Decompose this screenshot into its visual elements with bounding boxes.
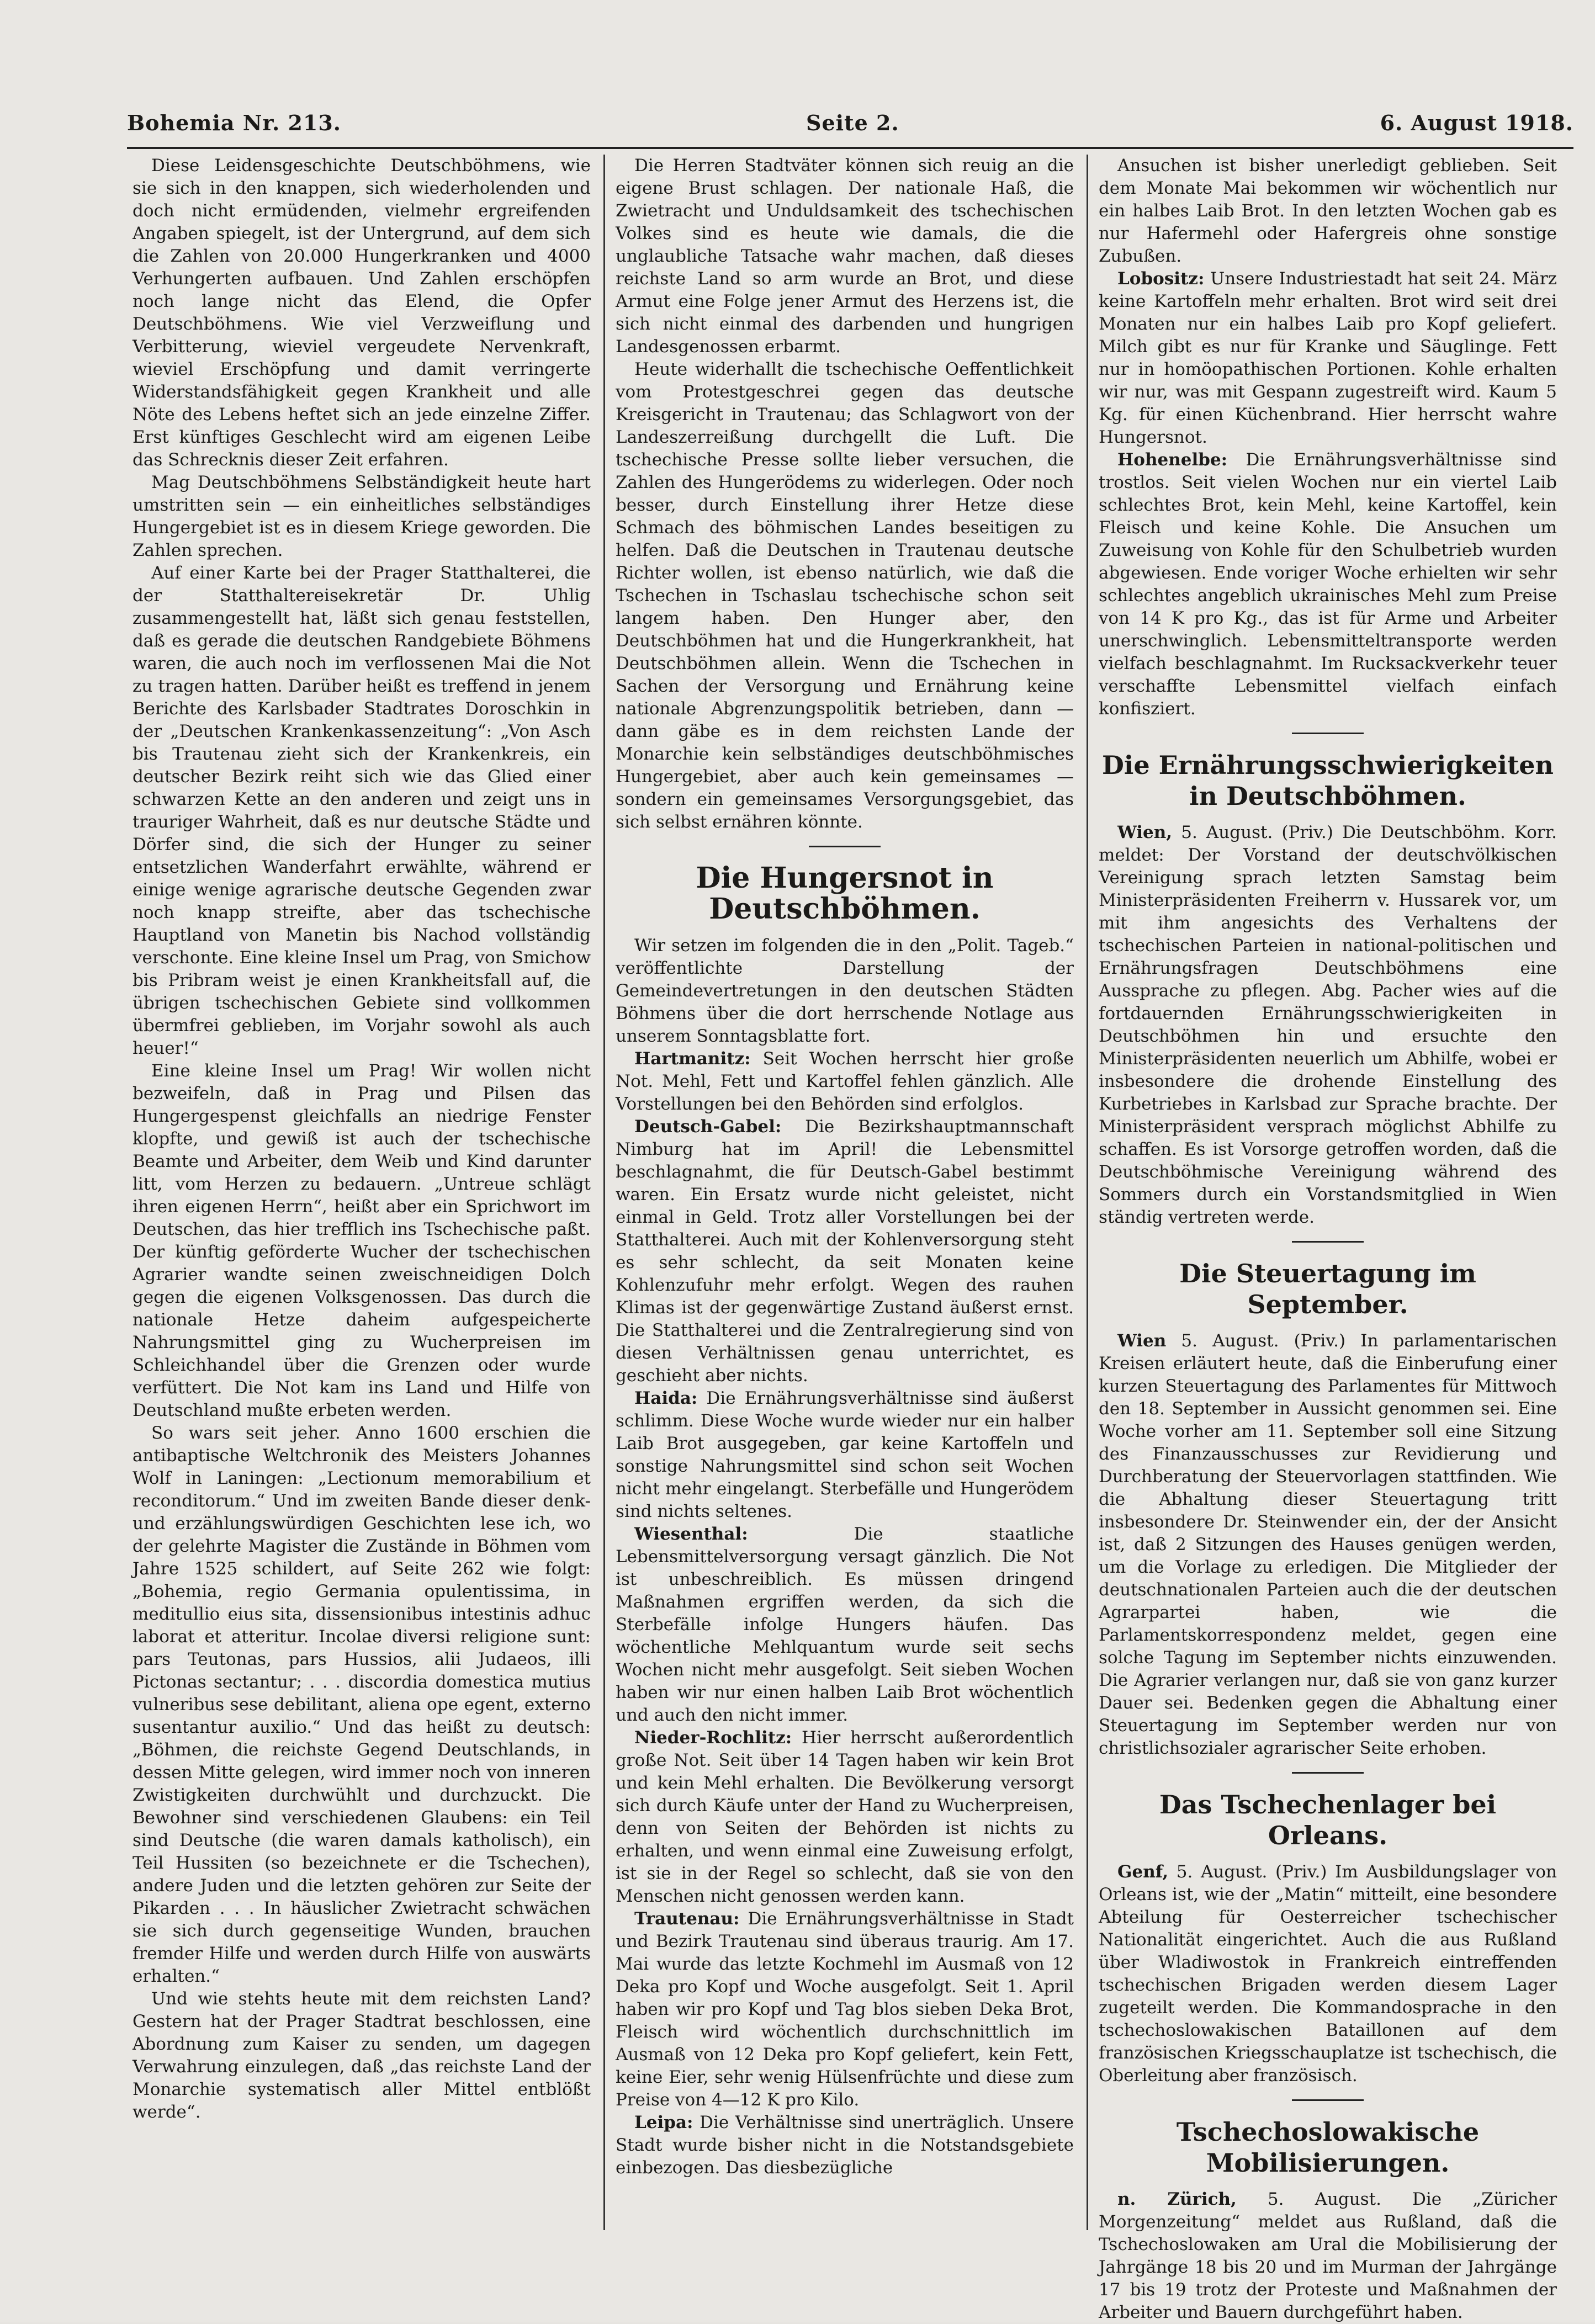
report-text: Die Bezirkshauptmannschaft Nimburg hat im April! die Lebensmittel beschlagnahmt, die für Deutsch-Gabel bestimmt waren. Ein Ersatz wurde nicht geleistet, nicht einmal in Geld. Trotz aller Vorstellungen bei der Statthalterei. Auch mit der Kohlenversorgung steht es sehr schlecht, da seit Monaten keine Kohlenzufuhr mehr erfolgt. Wegen des rauhen Klimas ist der gegenwärtige Zustand äußerst ernst. Die Statthalterei und die Zentralregierung sind von diesen Verhältnissen genau unterrichtet, es geschieht aber nichts.: [616, 1117, 1074, 1386]
dateline-place: Wien,: [1117, 823, 1173, 842]
place-name: Trautenau:: [634, 1909, 740, 1929]
issue-date: 6. August 1918.: [1380, 110, 1573, 135]
article-intro: Wir setzen im folgenden die in den „Polit. Tageb.“ veröffentlichte Darstellung der Gemeindevertretungen in den deutschen Städten Böhmens über die dort herrschende Notlage aus unserem Sonntagsblatte fort.: [616, 936, 1074, 1046]
report-text: Die Verhältnisse sind unerträglich. Unsere Stadt wurde bisher nicht in die Notstandsgebiete einbezogen. Das diesbezügliche: [616, 2113, 1074, 2178]
news-text: 5. August. (Priv.) In parlamentarischen Kreisen erläutert heute, daß die Einberufung einer kurzen Steuertagung des Parlamentes für Mittwoch den 18. September in Aussicht genommen sei. Eine Woche vorher am 11. September soll eine Sitzung des Finanzausschusses zur Revidierung und Durchberatung der Steuervorlagen stattfinden. Wie die Abhaltung dieser Steuertagung tritt insbesondere Dr. Steinwender ein, der der Ansicht ist, daß 2 Sitzungen des Hauses genügen werden, um die Vorlage zu erledigen. Die Mitglieder der deutschnationalen Parteien auch die der deutschen Agrarpartei haben, wie die Parlamentskorrespondenz meldet, gegen eine solche Tagung im September nichts einzuwenden. Die Agrarier verlangen nur, daß sie von ganz kurzer Dauer sei. Bedenken gegen die Abhaltung einer Steuertagung im September werden nur von christlichsozialer agrarischer Seite erhoben.: [1099, 1331, 1557, 1758]
article-paragraph: Ansuchen ist bisher unerledigt geblieben. Seit dem Monate Mai bekommen wir wöchentlich nur ein halbes Laib Brot. In den letzten Wochen gab es nur Hafermehl oder Hafergreis ohne sonstige Zubußen.: [1099, 156, 1557, 266]
section-heading-mobilisierungen: Tschechoslowakische Mobilisierungen.: [1176, 2117, 1480, 2178]
report-text: Die Ernährungsverhältnisse in Stadt und Bezirk Trautenau sind überaus traurig. Am 17. Mai wurde das letzte Kochmehl im Ausmaß von 12 Deka pro Kopf und Woche ausgefolgt. Seit 1. April haben wir pro Kopf und Tag blos sieben Deka Brot, Fleisch wird wöchentlich durchschnittlich im Ausmaß von 12 Deka pro Kopf geliefert, kein Fett, keine Eier, sehr wenig Hülsenfrüchte und diese zum Preise von 4—12 K pro Kilo.: [616, 1909, 1074, 2110]
report-entry: [1099, 268, 1557, 449]
section-divider: [1292, 733, 1364, 734]
article-paragraph: Heute widerhallt die tschechische Oeffentlichkeit vom Protestgeschrei gegen das deutsche Kreisgericht in Trautenau; das Schlagwort von der Landeszerreißung durchgellt die Luft. Die tschechische Presse sollte lieber versuchen, die Zahlen des Hungerödems zu widerlegen. Oder noch besser, durch Einstellung ihrer Hetze diese Schmach des böhmischen Landes beseitigen zu helfen. Daß die Deutschen in Trautenau deutsche Richter wollen, ist ebenso natürlich, wie daß die Tschechen in Tschaslau tschechische schon seit langem haben. Den Hunger aber, den Deutschböhmen hat und die Hungerkrankheit, hat Deutschböhmen allein. Wenn die Tschechen in Sachen der Versorgung und Ernährung keine nationale Abgrenzungspolitik betrieben, dann — dann gäbe es in dem reichsten Lande der Monarchie kein selbständiges deutschböhmisches Hungergebiet, aber auch kein gemeinsames — sondern ein gemeinsames Versorgungsgebiet, das sich selbst ernähren könnte.: [616, 359, 1074, 832]
place-name: Hohenelbe:: [1117, 450, 1228, 470]
place-name: Haida:: [634, 1388, 698, 1408]
report-entry: [616, 1727, 1074, 1908]
column-2: [616, 155, 1074, 2241]
article-paragraph: Diese Leidensgeschichte Deutschböhmens, wie sie sich in den knappen, sich wiederholenden und doch nicht ermüdenden, vielmehr ergreifenden Angaben spiegelt, ist der Untergrund, auf dem sich die Zahlen von 20.000 Hungerkranken und 4000 Verhungerten aufbauen. Und Zahlen erschöpfen noch lange nicht das Elend, die Opfer Deutschböhmens. Wie viel Verzweiflung und Verbitterung, wieviel vergeudete Nervenkraft, wieviel Erschöpfung und damit verringerte Widerstandsfähigkeit gegen Krankheit und alle Nöte des Lebens heftet sich an jede einzelne Ziffer. Erst künftiges Geschlecht wird am eigenen Leibe das Schrecknis dieser Zeit erfahren.: [133, 156, 591, 470]
column-rule-2: [1087, 155, 1088, 2230]
section-heading-hungersnot: Die Hungersnot in Deutschböhmen.: [696, 861, 994, 926]
report-text: Seit Wochen herrscht hier große Not. Mehl, Fett und Kartoffel fehlen gänzlich. Alle Vorstellungen bei den Behörden sind erfolglos.: [616, 1049, 1074, 1114]
report-text: Hier herrscht außerordentlich große Not. Seit über 14 Tagen haben wir kein Brot und kein Mehl erhalten. Die Bevölkerung versorgt sich durch Käufe unter der Hand zu Wucherpreisen, denn von Seiten der Behörden ist nichts zu erhalten, und wenn einmal eine Zuweisung erfolgt, ist sie in der Regel so schlecht, daß sie von den Menschen nicht genossen werden kann.: [616, 1728, 1074, 1906]
section-divider: [809, 846, 881, 847]
page-number: Seite 2.: [806, 110, 899, 135]
section-heading-steuertagung: Die Steuertagung im September.: [1179, 1259, 1476, 1319]
section-divider: [1292, 1241, 1364, 1243]
report-entry: [616, 1908, 1074, 2111]
place-name: Hartmanitz:: [634, 1049, 751, 1069]
column-3: [1099, 155, 1557, 2322]
dateline-place: Wien: [1117, 1331, 1167, 1351]
article-paragraph: So wars seit jeher. Anno 1600 erschien die antibaptische Weltchronik des Meisters Johannes Wolf in Laningen: „Lectionum memorabilium et reconditorum.“ Und im zweiten Bande dieser denk- und erzählungswürdigen Geschichten lese ich, wo der gelehrte Magister die Zustände in Böhmen vom Jahre 1525 schildert, auf Seite 262 wie folgt: „Bohemia, regio Germania opulentissima, in meditullio eius sita, dissensionibus intestinis adhuc laborat et atteritur. Incolae diversi religione sunt: pars Teutonas, pars Hussios, alii Judaeos, illi Pictonas sectantur; . . . discordia domestica mutius vulneribus sese debilitant, aliena ope egent, externo susentantur auxilio.“ Und das heißt zu deutsch: „Böhmen, die reichste Gegend Deutschlands, in dessen Mitte gelegen, wird immer noch von inneren Zwistigkeiten durchwühlt und durchzuckt. Die Bewohner sind verschiedenen Glaubens: ein Teil sind Deutsche (die waren damals katholisch), ein Teil Hussiten (so bezeichnete er die Tschechen), andere Juden und die letzten gehören zur Seite der Pikarden . . . In häuslicher Zwietracht schwächen sie sich durch gegenseitige Wunden, brauchen fremder Hilfe und werden durch Hilfe von auswärts erhalten.“: [133, 1423, 591, 1986]
page-header: [127, 110, 1573, 144]
report-entry: [616, 1116, 1074, 1387]
masthead-issue: Bohemia Nr. 213.: [127, 110, 342, 135]
header-rule: [127, 147, 1573, 149]
place-name: Leipa:: [634, 2113, 693, 2132]
news-item: [1099, 1330, 1557, 1760]
news-item: [1099, 821, 1557, 1229]
section-divider: [1292, 2099, 1364, 2101]
dateline-place: Genf,: [1117, 1862, 1169, 1882]
place-name: Lobositz:: [1117, 269, 1205, 289]
report-text: Die Ernährungsverhältnisse sind trostlos. Seit vielen Wochen nur ein viertel Laib schlechtes Brot, kein Mehl, keine Kartoffel, kein Fleisch und keine Kohle. Die Ansuchen um Zuweisung von Kohle für den Schulbetrieb wurden abgewiesen. Ende voriger Woche erhielten wir sehr schlechtes angeblich ukrainisches Mehl zum Preise von 14 K pro Kg., das ist für Arme und Arbeiter unerschwinglich. Lebensmitteltransporte werden vielfach beschlagnahmt. Im Rucksackverkehr teuer verschaffte Lebensmittel vielfach einfach konfisziert.: [1099, 450, 1557, 719]
news-text: 5. August. Die „Züricher Morgenzeitung“ meldet aus Rußland, daß die Tschechoslowaken am Ural die Mobilisierung der Jahrgänge 18 bis 20 und im Murman der Jahrgänge 17 bis 19 trotz der Proteste und Maßnahmen der Arbeiter und Bauern durchgeführt haben.: [1099, 2189, 1557, 2322]
report-entry: [616, 1048, 1074, 1116]
place-name: Nieder-Rochlitz:: [634, 1728, 792, 1748]
news-text: 5. August. (Priv.) Die Deutschböhm. Korr. meldet: Der Vorstand der deutschvölkischen Vereinigung sprach letzten Samstag beim Ministerpräsidenten Freiherrn v. Hussarek vor, um mit ihm angesichts des Verhaltens der tschechischen Parteien in national-politischen und Ernährungsfragen Deutschböhmens eine Aussprache zu pflegen. Abg. Pacher wies auf die fortdauernden Ernährungsschwierigkeiten in Deutschböhmen hin und ersuchte den Ministerpräsidenten neuerlich um Abhilfe, wobei er insbesondere die drohende Einstellung des Kurbetriebes in Karlsbad zur Sprache brachte. Der Ministerpräsident versprach möglichst Abhilfe zu schaffen. Es ist Vorsorge getroffen worden, daß die Deutschböhmische Vereinigung während des Sommers durch ein Vorstandsmitglied in Wien ständig vertreten werde.: [1099, 823, 1557, 1227]
report-entry: [616, 1523, 1074, 1727]
dateline-place: n. Zürich,: [1117, 2189, 1237, 2209]
report-entry: [616, 1387, 1074, 1523]
article-paragraph: Und wie stehts heute mit dem reichsten Land? Gestern hat der Prager Stadtrat beschlossen, eine Abordnung zum Kaiser zu senden, um dagegen Verwahrung einzulegen, daß „das reichste Land der Monarchie systematisch aller Mittel entblößt werde“.: [133, 1989, 591, 2122]
column-rule-1: [603, 155, 605, 2230]
article-paragraph: Auf einer Karte bei der Prager Statthalterei, die der Statthaltereisekretär Dr. Uhlig zusammengestellt hat, läßt sich genau feststellen, daß es gerade die deutschen Randgebiete Böhmens waren, die auch noch im verflossenen Mai die Not zu tragen hatten. Darüber heißt es treffend in jenem Berichte des Karlsbader Stadtrates Doroschkin in der „Deutschen Krankenkassenzeitung“: „Von Asch bis Trautenau zieht sich der Krankenkreis, ein deutscher Bezirk reiht sich wie das Glied einer schwarzen Kette an den anderen und zeigt uns in trauriger Wahrheit, daß es nur deutsche Städte und Dörfer sind, die sich der Hunger zu seiner entsetzlichen Wanderfahrt erwählte, während er einige wenige agrarische deutsche Gegenden zwar noch knapp streifte, aber das tschechische Hauptland von Manetin bis Nachod vollständig verschonte. Eine kleine Insel um Prag, von Smichow bis Pribram weist je einen Krankheitsfall auf, die übrigen tschechischen Gebiete sind vollkommen übermfrei geblieben, im Vorjahr sowohl als auch heuer!“: [133, 563, 591, 1058]
news-item: [1099, 1861, 1557, 2087]
section-heading-ernaehrung: Die Ernährungsschwierigkeiten in Deutschböhmen.: [1102, 750, 1554, 811]
report-entry: [616, 2111, 1074, 2179]
column-1: [133, 155, 591, 2241]
article-paragraph: Eine kleine Insel um Prag! Wir wollen nicht bezweifeln, daß in Prag und Pilsen das Hungergespenst gleichfalls an niedrige Fenster klopfte, und gewiß ist auch der tschechische Beamte und Arbeiter, dem Weib und Kind darunter litt, vom Herzen zu bedauern. „Untreue schlägt ihren eigenen Herrn“, heißt aber ein Sprichwort im Deutschen, das hier trefflich ins Tschechische paßt. Der künftig geförderte Wucher der tschechischen Agrarier wandte seinen zweischneidigen Dolch gegen die eigenen Volksgenossen. Das durch die nationale Hetze daheim aufgespeicherte Nahrungsmittel ging zu Wucherpreisen im Schleichhandel über die Grenzen oder wurde verfüttert. Die Not kam ins Land und Hilfe von Deutschland mußte erbeten werden.: [133, 1061, 591, 1420]
article-paragraph: Die Herren Stadtväter können sich reuig an die eigene Brust schlagen. Der nationale Haß, die Zwietracht und Unduldsamkeit des tschechischen Volkes sind es heute wie damals, die die unglaubliche Tatsache wahr machen, daß dieses reichste Land so arm wurde an Brot, und diese Armut eine Folge jener Armut des Herzens ist, die sich nicht einmal des darbenden und hungrigen Landesgenossen erbarmt.: [616, 156, 1074, 357]
report-text: Die staatliche Lebensmittelversorgung versagt gänzlich. Die Not ist unbeschreiblich. Es müssen dringend Maßnahmen ergriffen werden, da sich die Sterbefälle infolge Hungers häufen. Das wöchentliche Mehlquantum wurde seit sechs Wochen nicht mehr ausgefolgt. Seit sieben Wochen haben wir nur einen halben Laib Brot wöchentlich und auch den nicht immer.: [616, 1524, 1074, 1725]
report-text: Die Ernährungsverhältnisse sind äußerst schlimm. Diese Woche wurde wieder nur ein halber Laib Brot ausgegeben, gar keine Kartoffeln und sonstige Nahrungsmittel sind schon seit Wochen nicht mehr eingelangt. Sterbefälle und Hungerödem sind nichts seltenes.: [616, 1388, 1074, 1521]
news-text: 5. August. (Priv.) Im Ausbildungslager von Orleans ist, wie der „Matin“ mitteilt, eine besondere Abteilung für Oesterreicher tschechischer Nationalität eingerichtet. Auch die aus Rußland über Wladiwostok in Frankreich eintreffenden tschechischen Brigaden werden diesem Lager zugeteilt werden. Die Kommandosprache in den tschechoslowakischen Bataillonen auf dem französischen Kriegsschauplatze ist tschechisch, die Oberleitung aber französisch.: [1099, 1862, 1557, 2086]
section-divider: [1292, 1772, 1364, 1774]
report-entry: [1099, 449, 1557, 720]
news-item: [1099, 2188, 1557, 2324]
place-name: Deutsch-Gabel:: [634, 1117, 782, 1137]
section-heading-tschechenlager: Das Tschechenlager bei Orleans.: [1159, 1790, 1497, 1850]
article-paragraph: Mag Deutschböhmens Selbständigkeit heute hart umstritten sein — ein einheitliches selbständiges Hungergebiet ist es in diesem Kriege geworden. Die Zahlen sprechen.: [133, 473, 591, 560]
report-text: Unsere Industriestadt hat seit 24. März keine Kartoffeln mehr erhalten. Brot wird seit drei Monaten nur ein halbes Laib pro Kopf geliefert. Milch gibt es nur für Kranke und Säuglinge. Fett nur in homöopathischen Portionen. Kohle erhalten wir nur, was mit Gespann zugestreift wird. Kaum 5 Kg. für einen Küchenbrand. Hier herrscht wahre Hungersnot.: [1099, 269, 1557, 447]
place-name: Wiesenthal:: [634, 1524, 748, 1544]
